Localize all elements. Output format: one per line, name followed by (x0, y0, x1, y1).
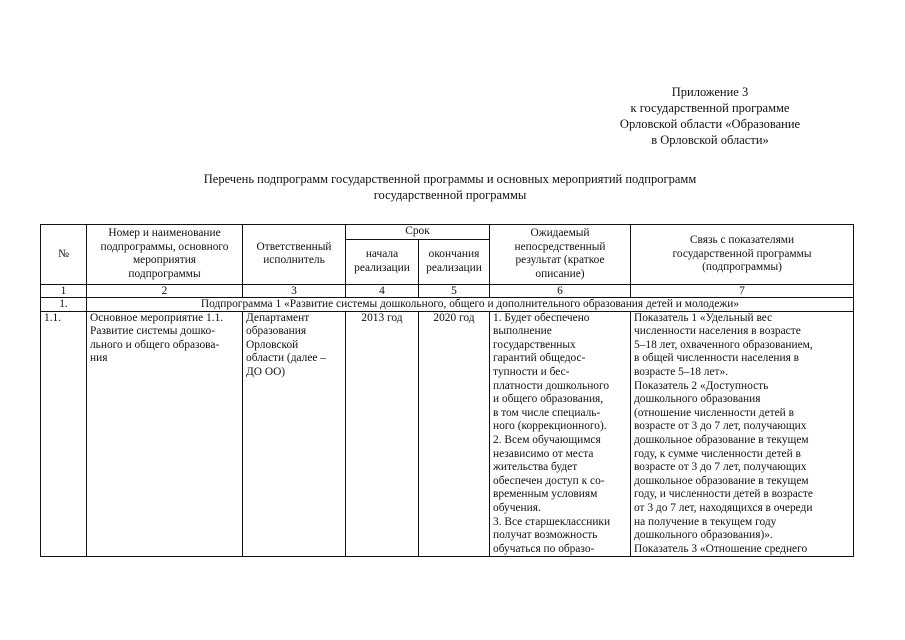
row-result-line: платности дошкольного (493, 379, 610, 392)
header-link-line: государственной программы (672, 247, 812, 260)
row-result-line: 1. Будет обеспечено (493, 311, 590, 324)
row-result-line: выполнение (493, 325, 552, 338)
row-link-line: от 3 до 7 лет, находящихся в очереди (634, 501, 813, 514)
row-link-line: дошкольное образование в текущем (634, 433, 809, 446)
row-link-line: дошкольное образование в текущем (634, 474, 809, 487)
row-link-line: дошкольного образования (634, 393, 761, 406)
column-numbers-row (41, 284, 854, 297)
column-number: 2 (87, 284, 243, 297)
row-name-line: Основное мероприятие 1.1. (90, 311, 224, 324)
header-start (346, 239, 419, 284)
row-responsible (243, 311, 346, 557)
row-end: 2020 год (419, 311, 490, 557)
row-link-line: на получение в текущем году (634, 515, 777, 528)
header-name (87, 225, 243, 285)
column-number: 3 (243, 284, 346, 297)
row-link-line: Показатель 3 «Отношение среднего (634, 542, 808, 555)
row-result-line: тупности и бес- (493, 365, 570, 378)
row-result-line: обучения. (493, 501, 541, 514)
row-result-line: ного (коррекционного). (493, 420, 607, 433)
row-name-line: Развитие системы дошко- (90, 325, 215, 338)
row-result-line: гарантий общедос- (493, 352, 586, 365)
row-num: 1.1. (41, 311, 87, 557)
row-responsible-line: Орловской (246, 338, 299, 351)
subprogram-num: 1. (41, 297, 87, 311)
appendix-line: к государственной программе (630, 101, 790, 115)
header-end-line: окончания (428, 248, 480, 260)
document-title (60, 171, 840, 203)
header-link-line: (подпрограммы) (702, 261, 782, 274)
header-end-line: реализации (426, 261, 482, 274)
appendix-block (560, 84, 860, 148)
row-result-line: временным условиям (493, 488, 598, 501)
row-link-line: году, и численности детей в возрасте (634, 488, 813, 501)
row-link-line: возрасте от 3 до 7 лет, получающих (634, 420, 807, 433)
appendix-line: в Орловской области» (651, 133, 769, 147)
column-number: 1 (41, 284, 87, 297)
row-name-line: ния (90, 352, 108, 365)
row-start: 2013 год (346, 311, 419, 557)
row-responsible-line: области (далее – (246, 352, 327, 365)
row-result-line: 2. Всем обучающимся (493, 433, 601, 446)
header-result-line: результат (краткое (515, 254, 605, 267)
column-number: 4 (346, 284, 419, 297)
header-start-line: начала (365, 248, 399, 260)
column-number: 6 (490, 284, 631, 297)
row-link-line: в общей численности населения в (634, 352, 800, 365)
header-name-line: подпрограммы, основного (100, 240, 229, 253)
header-name-line: мероприятия (132, 254, 197, 267)
header-responsible-line: исполнитель (263, 254, 325, 267)
row-link-line: году, к сумме численности детей в (634, 447, 801, 460)
subprogram-row (41, 297, 854, 311)
subprogram-title: Подпрограмма 1 «Развитие системы дошкольного, общего и дополнительного образования детей и молодежи» (87, 297, 854, 311)
row-link-line: численности населения в возрасте (634, 325, 801, 338)
header-start-line: реализации (354, 261, 410, 274)
header-term: Срок (346, 225, 490, 240)
row-result-line: независимо от места (493, 447, 594, 460)
row-result-line: и общего образования, (493, 393, 604, 406)
row-responsible-line: ДО ОО) (246, 365, 286, 378)
row-result-line: обучаться по образо- (493, 542, 595, 555)
header-link-line: Связь с показателями (689, 233, 795, 246)
header-responsible-line: Ответственный (256, 240, 332, 253)
header-result-line: непосредственный (514, 240, 606, 253)
header-result-line: Ожидаемый (530, 227, 590, 240)
row-result (490, 311, 631, 557)
programs-table (40, 224, 854, 557)
row-responsible-line: образования (246, 325, 307, 338)
row-name-line: льного и общего образова- (90, 338, 220, 351)
row-link-line: дошкольного образования)». (634, 529, 773, 542)
appendix-line: Орловской области «Образование (619, 117, 801, 131)
row-responsible-line: Департамент (246, 311, 310, 324)
header-end (419, 239, 490, 284)
row-result-line: жительства будет (493, 461, 578, 474)
column-number: 5 (419, 284, 490, 297)
header-result-line: описание) (535, 267, 585, 280)
column-number: 7 (631, 284, 854, 297)
appendix-line: Приложение 3 (671, 85, 749, 99)
row-link-line: возрасте 5–18 лет». (634, 365, 729, 378)
row-name (87, 311, 243, 557)
row-link (631, 311, 854, 557)
title-line: государственной программы (373, 188, 527, 202)
header-name-line: Номер и наименование (108, 227, 221, 240)
row-result-line: в том числе специаль- (493, 406, 601, 419)
header-link (631, 225, 854, 285)
header-responsible (243, 225, 346, 285)
row-link-line: возрасте от 3 до 7 лет, получающих (634, 461, 807, 474)
row-link-line: 5–18 лет, охваченного образованием, (634, 338, 813, 351)
row-link-line: Показатель 1 «Удельный вес (634, 311, 773, 324)
header-num: № (41, 225, 87, 285)
row-result-line: государственных (493, 338, 576, 351)
row-link-line: Показатель 2 «Доступность (634, 379, 769, 392)
row-link-line: (отношение численности детей в (634, 406, 795, 419)
header-result (490, 225, 631, 285)
row-result-line: получат возможность (493, 529, 598, 542)
row-result-line: обеспечен доступ к со- (493, 474, 605, 487)
header-name-line: подпрограммы (128, 267, 201, 280)
title-line: Перечень подпрограмм государственной программы и основных мероприятий подпрограмм (203, 172, 697, 186)
row-result-line: 3. Все старшеклассники (493, 515, 611, 528)
table-row (41, 311, 854, 557)
